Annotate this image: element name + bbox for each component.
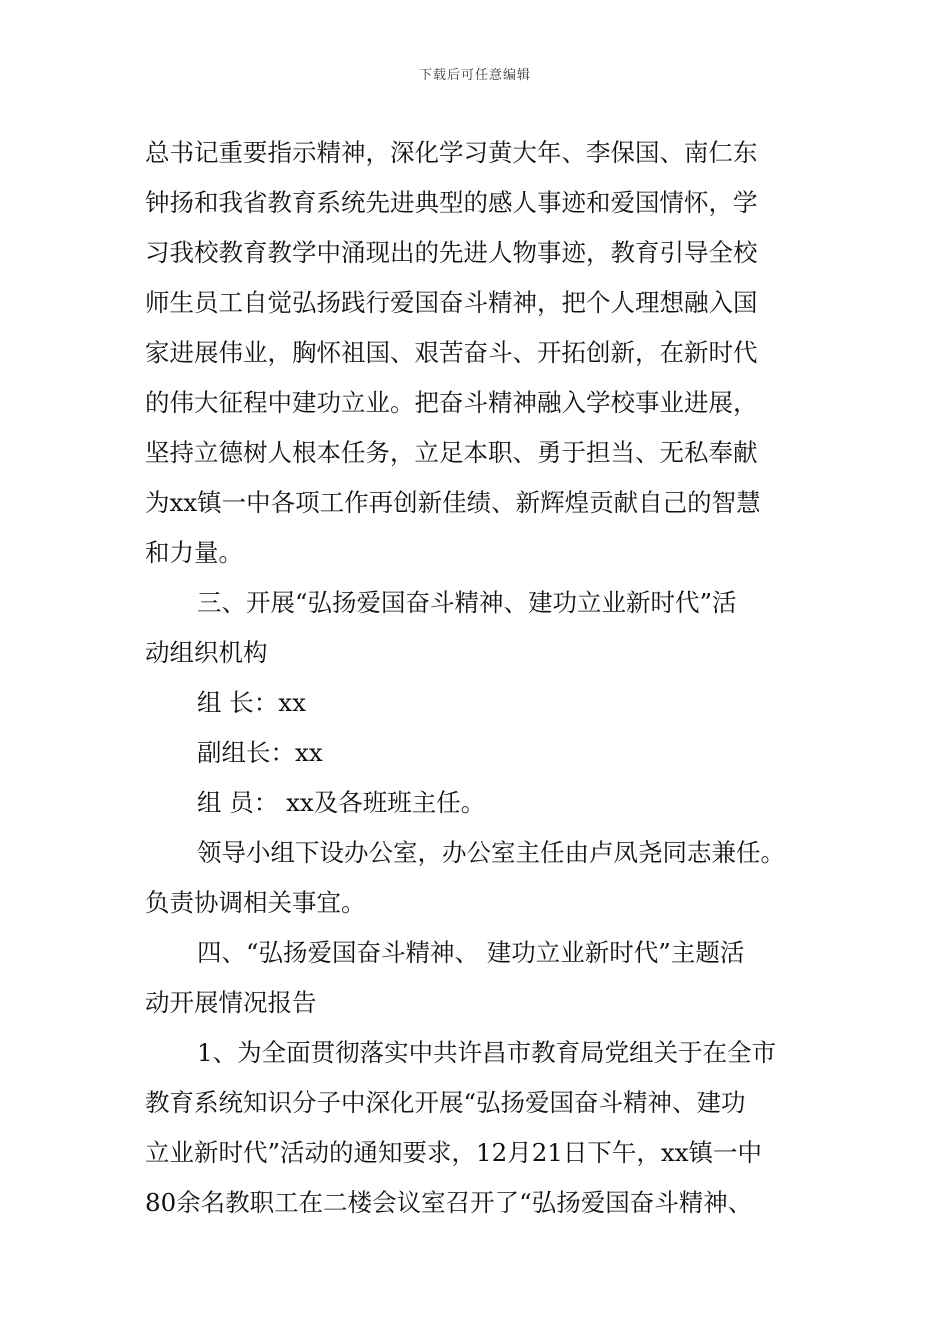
text-line: 的伟大征程中建功立业。把奋斗精神融入学校事业进展， [145,388,758,417]
text-line: 师生员工自觉弘扬践行爱国奋斗精神，把个人理想融入国 [145,288,758,317]
section-heading-line: 动组织机构 [145,638,268,667]
org-members-line: 组 员： xx及各班班主任。 [197,788,486,817]
text-line: 家进展伟业，胸怀祖国、艰苦奋斗、开拓创新，在新时代 [145,338,758,367]
section-heading-line: 四、“弘扬爱国奋斗精神、 建功立业新时代”主题活 [197,938,745,967]
text-line: 坚持立德树人根本任务，立足本职、勇于担当、无私奉献 [145,438,758,467]
text-line: 80余名教职工在二楼会议室召开了“弘扬爱国奋斗精神、 [145,1188,753,1217]
text-line: 总书记重要指示精神，深化学习黄大年、李保国、南仁东 [145,138,758,167]
text-line: 立业新时代”活动的通知要求，12月21日下午，xx镇一中 [145,1138,763,1167]
text-line: 为xx镇一中各项工作再创新佳绩、新辉煌贡献自己的智慧 [145,488,761,517]
text-line: 钟扬和我省教育系统先进典型的感人事迹和爱国情怀，学 [145,188,758,217]
org-deputy-line: 副组长：xx [197,738,323,767]
page-header: 下载后可任意编辑 [418,68,531,83]
text-line: 和力量。 [145,538,243,567]
text-line: 领导小组下设办公室，办公室主任由卢凤尧同志兼任。 [197,838,785,867]
text-line: 负责协调相关事宜。 [145,888,366,917]
text-line: 教育系统知识分子中深化开展“弘扬爱国奋斗精神、建功 [145,1088,746,1117]
org-leader-line: 组 长：xx [197,688,306,717]
section-heading-line: 动开展情况报告 [145,988,317,1017]
section-heading-line: 三、开展“弘扬爱国奋斗精神、建功立业新时代”活 [197,588,737,617]
text-line: 1、为全面贯彻落实中共许昌市教育局党组关于在全市 [197,1038,777,1067]
text-line: 习我校教育教学中涌现出的先进人物事迹，教育引导全校 [145,238,758,267]
document-body [145,128,835,1228]
